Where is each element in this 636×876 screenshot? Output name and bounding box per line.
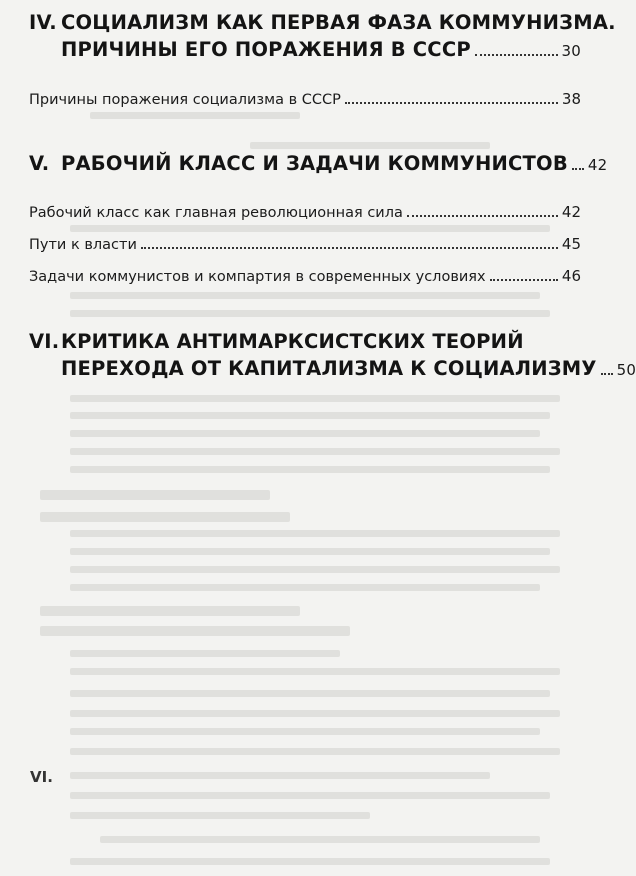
section-iv-title-line1: СОЦИАЛИЗМ КАК ПЕРВАЯ ФАЗА КОММУНИЗМА.	[61, 11, 616, 34]
dot-leader	[490, 279, 558, 281]
toc-entry[interactable]	[29, 202, 581, 223]
toc-entry-page: 42	[561, 203, 581, 221]
toc-entry-page: 46	[561, 267, 581, 285]
section-iv-number: IV.	[29, 11, 57, 34]
section-vi-heading	[29, 329, 636, 385]
section-iv-heading	[29, 10, 616, 66]
toc-entry-label: Причины поражения социализма в СССР	[29, 92, 341, 108]
dot-leader	[141, 247, 558, 249]
section-vi-title-line1: КРИТИКА АНТИМАРКСИСТСКИХ ТЕОРИЙ	[61, 330, 524, 353]
section-vi-title-line2: ПЕРЕХОДА ОТ КАПИТАЛИЗМА К СОЦИАЛИЗМУ	[61, 357, 597, 380]
section-vi-page: 50	[616, 361, 636, 379]
dot-leader	[407, 215, 558, 217]
dot-leader	[601, 373, 613, 375]
toc-entry-label: Рабочий класс как главная революционная сила	[29, 205, 403, 221]
toc-entry[interactable]	[29, 266, 581, 287]
section-v-number: V.	[29, 152, 50, 175]
dot-leader	[572, 168, 584, 170]
section-v-page: 42	[587, 156, 608, 174]
section-v-heading	[29, 151, 608, 179]
dot-leader	[475, 54, 558, 56]
toc-entry-page: 38	[561, 90, 581, 108]
toc-entry-page: 45	[561, 235, 581, 253]
section-iv-title-line2-row	[61, 37, 581, 64]
section-v-title: РАБОЧИЙ КЛАСС И ЗАДАЧИ КОММУНИСТОВ	[61, 152, 568, 175]
section-v-title-row	[61, 151, 608, 178]
section-vi-title-line2-row	[61, 356, 636, 383]
toc-entry[interactable]	[29, 234, 581, 255]
section-iv-title-line2: ПРИЧИНЫ ЕГО ПОРАЖЕНИЯ В СССР	[61, 38, 471, 61]
section-vi-number: VI.	[29, 330, 60, 353]
section-iv-page: 30	[561, 42, 581, 60]
toc-entry[interactable]	[29, 89, 581, 110]
toc-entry-label: Пути к власти	[29, 237, 137, 253]
toc-entry-label: Задачи коммунистов и компартия в современных условиях	[29, 269, 486, 285]
dot-leader	[345, 102, 558, 104]
faded-section-number: VI.	[30, 768, 53, 786]
